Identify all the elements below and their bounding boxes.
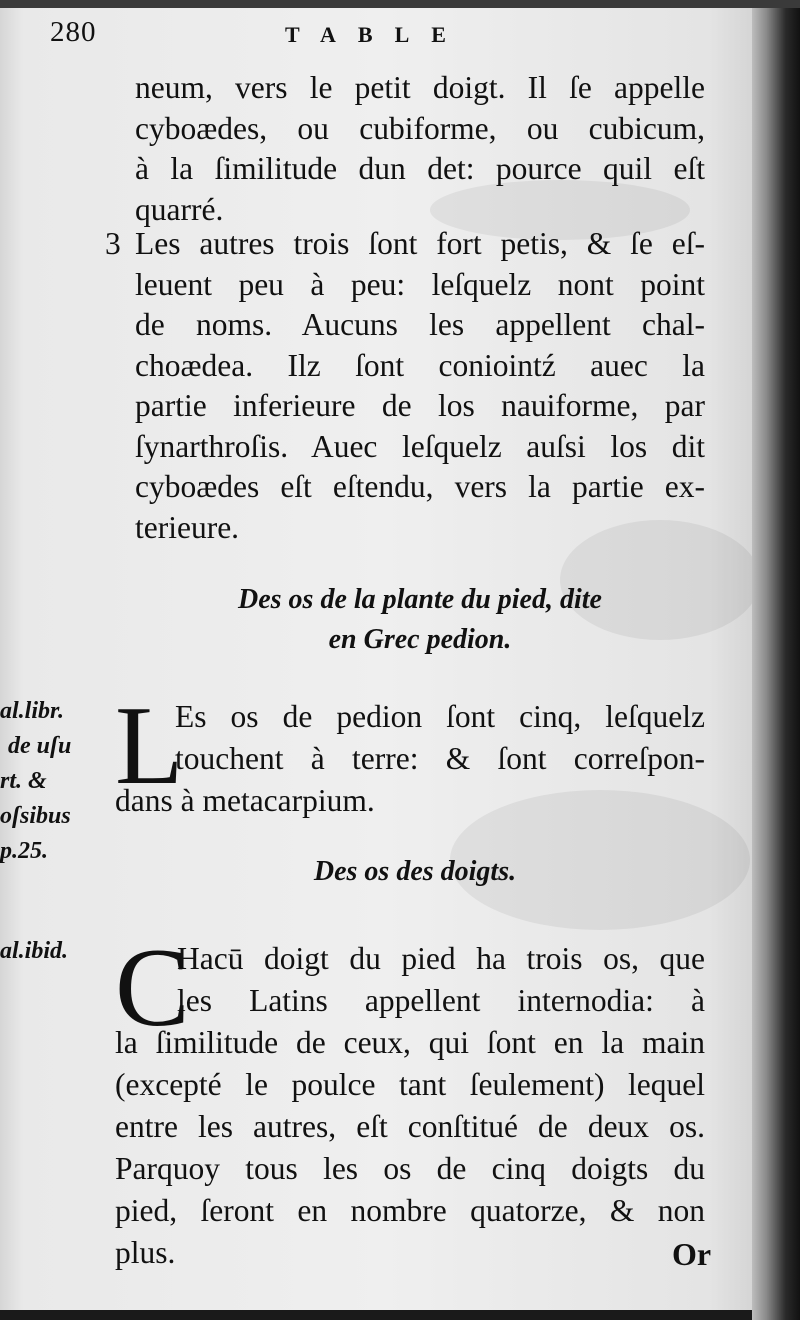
text-line: quarré. [135, 191, 224, 227]
text-line: partie inferieure de los nauiforme, par [135, 388, 705, 423]
text-line: ſynarthroſis. Auec leſquelz auſsi los dit [135, 428, 705, 464]
doigts-paragraph [115, 938, 705, 1274]
text-line: Es os de pedion ſont cinq, leſquelz [175, 699, 705, 734]
margin-note-galen-ibid: al.ibid. [0, 938, 69, 964]
text-line: (excepté le poulce tant ſeulement) lequel [115, 1067, 705, 1102]
text-line: choædea. Ilz ſont coniointź auec la [135, 347, 705, 383]
margin-note-galen-usu-partium: al.libr. de uſu rt. & oſsibus p.25. [0, 698, 72, 864]
text-line: neum, vers le petit doigt. Il ſe appelle [135, 70, 705, 105]
text-line: les Latins appellent internodia: à [177, 983, 705, 1018]
text-line: entre les autres, eſt conſtitué de deux os. [115, 1109, 705, 1144]
text-line: cyboædes, ou cubiforme, ou cubicum, [135, 110, 705, 146]
section-heading-pedion [135, 580, 705, 660]
heading-line: en Grec pedion. [328, 624, 512, 655]
text-line: Hacū doigt du pied ha trois os, que [177, 941, 705, 976]
catchword: Or [672, 1236, 712, 1272]
page-number: 280 [50, 16, 97, 48]
text-line: pied, ſeront en nombre quatorze, & non [115, 1193, 705, 1228]
running-title: TABLE [285, 22, 468, 47]
text-line: cyboædes eſt eſtendu, vers la partie ex- [135, 469, 705, 504]
text-line: Parquoy tous les os de cinq doigts du [115, 1151, 705, 1186]
drop-cap-L: L [115, 684, 184, 808]
pedion-paragraph [115, 696, 705, 822]
item-3-paragraph [105, 224, 705, 548]
text-line: terieure. [135, 509, 240, 545]
text-line: dans à metacarpium. [115, 783, 375, 818]
scan-top-border [0, 0, 800, 8]
text-line: de noms. Aucuns les appellent chal- [135, 307, 705, 342]
text-line: leuent peu à peu: leſquelz nont point [135, 266, 705, 302]
text-line: touchent à terre: & ſont correſpon- [175, 741, 705, 776]
item-number: 3 [105, 226, 121, 261]
drop-cap-C: C [115, 926, 190, 1050]
heading-line: Des os de la plante du pied, dite [238, 584, 602, 615]
text-line: plus. [115, 1235, 176, 1270]
text-line: la ſimilitude de ceux, qui ſont en la main [115, 1025, 705, 1060]
binding-edge [752, 0, 800, 1320]
section-heading-doigts: Des os des doigts. [313, 856, 517, 887]
top-passage [135, 68, 705, 230]
page-header [0, 14, 770, 54]
text-line: Les autres trois ſont fort petis, & ſe eſ- [135, 226, 705, 261]
text-line: à la ſimilitude dun det: pource quil eſt [135, 151, 705, 186]
